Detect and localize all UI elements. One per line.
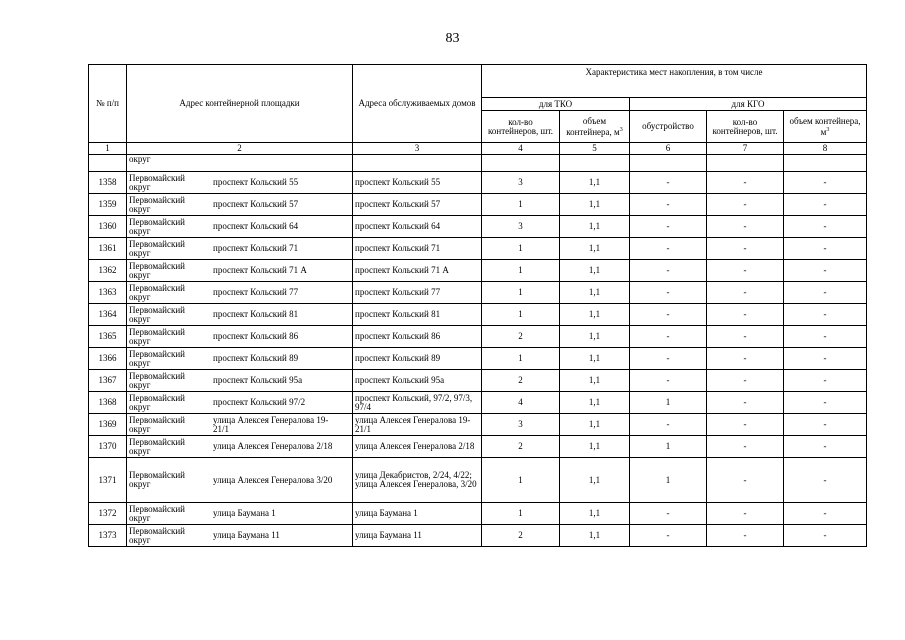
kgo-count: - [707,238,784,260]
col-number: 8 [784,143,867,155]
kgo-count: - [707,525,784,547]
tko-volume: 1,1 [560,348,630,370]
container-address-cell [127,194,353,216]
kgo-count: - [707,194,784,216]
table-row [89,172,867,194]
row-number: 1368 [89,392,127,414]
kgo-volume: - [784,392,867,414]
container-address-cell [127,326,353,348]
district-name: Первомайский округ [129,194,185,214]
kgo-count: - [707,304,784,326]
table-row-continuation [89,155,867,172]
tko-count: 1 [482,458,560,503]
kgo-count: - [707,503,784,525]
table-row [89,458,867,503]
header-characteristics: Характеристика мест накопления, в том числе [482,65,867,98]
container-address-cell [127,260,353,282]
served-address: улица Баумана 11 [353,525,482,547]
row-number: 1360 [89,216,127,238]
header-num: № п/п [89,65,127,143]
tko-volume: 1,1 [560,370,630,392]
district-name: Первомайский округ [129,370,185,390]
table-row [89,260,867,282]
arrangement: - [630,238,707,260]
kgo-volume: - [784,326,867,348]
header-kgo-count: кол-во контейнеров, шт. [707,111,784,143]
kgo-volume: - [784,282,867,304]
tko-volume: 1,1 [560,282,630,304]
container-address: улица Алексея Генералова 3/20 [213,474,333,485]
tko-count: 1 [482,194,560,216]
arrangement: - [630,194,707,216]
container-sites-table [88,64,867,547]
row-number: 1371 [89,458,127,503]
header-served-address: Адреса обслуживаемых домов [353,65,482,143]
tko-count: 3 [482,414,560,436]
tko-volume: 1,1 [560,458,630,503]
tko-count: 2 [482,326,560,348]
arrangement: 1 [630,458,707,503]
table-row [89,348,867,370]
col-number: 4 [482,143,560,155]
container-address-cell [127,172,353,194]
tko-count: 1 [482,260,560,282]
table-row [89,216,867,238]
container-address: проспект Кольский 95а [213,375,303,385]
container-address-cell [127,238,353,260]
tko-count: 3 [482,216,560,238]
kgo-count: - [707,216,784,238]
arrangement: - [630,370,707,392]
header-arrangement: обустройство [630,111,707,143]
kgo-volume: - [784,172,867,194]
table-row [89,370,867,392]
row-number: 1359 [89,194,127,216]
tko-count: 2 [482,436,560,458]
tko-volume: 1,1 [560,172,630,194]
served-address: проспект Кольский 86 [353,326,482,348]
container-address-cell [127,216,353,238]
tko-count: 1 [482,304,560,326]
kgo-volume: - [784,458,867,503]
arrangement: - [630,172,707,194]
tko-count: 2 [482,525,560,547]
col-number: 6 [630,143,707,155]
kgo-count: - [707,436,784,458]
arrangement: - [630,216,707,238]
arrangement: - [630,503,707,525]
district-name: Первомайский округ [129,282,185,302]
table-row [89,503,867,525]
district-name: Первомайский округ [129,348,185,368]
kgo-count: - [707,414,784,436]
container-address: проспект Кольский 81 [213,309,299,319]
served-address: проспект Кольский 81 [353,304,482,326]
col-number: 1 [89,143,127,155]
arrangement: - [630,304,707,326]
served-address: проспект Кольский 95а [353,370,482,392]
page-number: 83 [445,31,460,46]
row-number: 1369 [89,414,127,436]
kgo-count: - [707,458,784,503]
header-tko-volume: объем контейнера, $м^3$ [560,111,630,143]
kgo-volume: - [784,503,867,525]
header-container-address: Адрес контейнерной площадки [127,65,353,143]
arrangement: - [630,525,707,547]
container-address: проспект Кольский 86 [213,331,299,341]
kgo-count: - [707,172,784,194]
arrangement: - [630,282,707,304]
served-address: проспект Кольский 57 [353,194,482,216]
served-address: проспект Кольский 89 [353,348,482,370]
kgo-volume: - [784,194,867,216]
container-address: улица Баумана 1 [213,508,276,518]
tko-volume: 1,1 [560,304,630,326]
continuation-district: округ [127,155,353,172]
tko-count: 1 [482,503,560,525]
district-name: Первомайский округ [129,436,185,456]
table-row [89,414,867,436]
kgo-volume: - [784,370,867,392]
table-row [89,525,867,547]
tko-count: 1 [482,238,560,260]
arrangement: - [630,348,707,370]
served-address: проспект Кольский 64 [353,216,482,238]
kgo-volume: - [784,260,867,282]
header-kgo-volume: объем контейнера, $м^3$ [784,111,867,143]
served-address: проспект Кольский 55 [353,172,482,194]
kgo-volume: - [784,304,867,326]
header-tko-count: кол-во контейнеров, шт. [482,111,560,143]
row-number: 1364 [89,304,127,326]
served-address: проспект Кольский, 97/2, 97/3, 97/4 [353,392,482,414]
row-number: 1358 [89,172,127,194]
kgo-count: - [707,260,784,282]
served-address: улица Алексея Генералова 19-21/1 [353,414,482,436]
table-row [89,326,867,348]
kgo-count: - [707,370,784,392]
row-number: 1367 [89,370,127,392]
arrangement: - [630,414,707,436]
tko-volume: 1,1 [560,216,630,238]
container-address-cell [127,458,353,503]
tko-count: 2 [482,370,560,392]
row-number: 1370 [89,436,127,458]
container-address-cell [127,348,353,370]
table-row [89,238,867,260]
table-row [89,282,867,304]
container-address-cell [127,370,353,392]
table-row [89,436,867,458]
tko-count: 3 [482,172,560,194]
kgo-volume: - [784,525,867,547]
district-name: Первомайский округ [129,304,185,324]
container-address: проспект Кольский 97/2 [213,397,306,407]
container-address-cell [127,414,353,436]
district-name: Первомайский округ [129,238,185,258]
district-name: Первомайский округ [129,414,185,434]
kgo-count: - [707,348,784,370]
container-address: улица Алексея Генералова 19-21/1 [213,414,329,434]
header-tko: для ТКО [482,98,630,111]
district-name: Первомайский округ [129,470,185,489]
col-number: 5 [560,143,630,155]
arrangement: - [630,326,707,348]
container-address: улица Баумана 11 [213,530,280,540]
tko-count: 1 [482,282,560,304]
served-address: улица Баумана 1 [353,503,482,525]
kgo-count: - [707,326,784,348]
col-number: 2 [127,143,353,155]
container-address: улица Алексея Генералова 2/18 [213,441,333,451]
district-name: Первомайский округ [129,525,185,545]
row-number: 1361 [89,238,127,260]
tko-count: 4 [482,392,560,414]
row-number: 1373 [89,525,127,547]
tko-volume: 1,1 [560,194,630,216]
kgo-count: - [707,282,784,304]
container-address: проспект Кольский 55 [213,177,299,187]
arrangement: 1 [630,392,707,414]
served-address: улица Декабристов, 2/24, 4/22; улица Алексея Генералова, 3/20 [353,458,482,503]
tko-volume: 1,1 [560,260,630,282]
col-number: 3 [353,143,482,155]
district-name: Первомайский округ [129,216,185,236]
container-address-cell [127,503,353,525]
kgo-volume: - [784,348,867,370]
served-address: улица Алексея Генералова 2/18 [353,436,482,458]
container-address-cell [127,525,353,547]
row-number: 1362 [89,260,127,282]
served-address: проспект Кольский 71 А [353,260,482,282]
arrangement: 1 [630,436,707,458]
tko-volume: 1,1 [560,392,630,414]
container-address: проспект Кольский 89 [213,353,299,363]
kgo-volume: - [784,216,867,238]
district-name: Первомайский округ [129,326,185,346]
district-name: Первомайский округ [129,503,185,523]
container-address: проспект Кольский 71 А [213,265,307,275]
container-address-cell [127,304,353,326]
header-kgo: для КГО [630,98,867,111]
tko-volume: 1,1 [560,503,630,525]
container-address-cell [127,392,353,414]
table-row [89,392,867,414]
tko-volume: 1,1 [560,238,630,260]
district-name: Первомайский округ [129,172,185,192]
row-number: 1365 [89,326,127,348]
col-number: 7 [707,143,784,155]
tko-volume: 1,1 [560,414,630,436]
container-address: проспект Кольский 77 [213,287,299,297]
container-address-cell [127,436,353,458]
row-number: 1366 [89,348,127,370]
row-number: 1363 [89,282,127,304]
kgo-count: - [707,392,784,414]
tko-count: 1 [482,348,560,370]
table-row [89,194,867,216]
arrangement: - [630,260,707,282]
table-row [89,304,867,326]
served-address: проспект Кольский 71 [353,238,482,260]
container-address: проспект Кольский 64 [213,221,299,231]
tko-volume: 1,1 [560,326,630,348]
district-name: Первомайский округ [129,392,185,412]
container-address: проспект Кольский 57 [213,199,299,209]
container-address: проспект Кольский 71 [213,243,299,253]
kgo-volume: - [784,238,867,260]
kgo-volume: - [784,436,867,458]
kgo-volume: - [784,414,867,436]
tko-volume: 1,1 [560,525,630,547]
district-name: Первомайский округ [129,260,185,280]
tko-volume: 1,1 [560,436,630,458]
container-address-cell [127,282,353,304]
served-address: проспект Кольский 77 [353,282,482,304]
row-number: 1372 [89,503,127,525]
